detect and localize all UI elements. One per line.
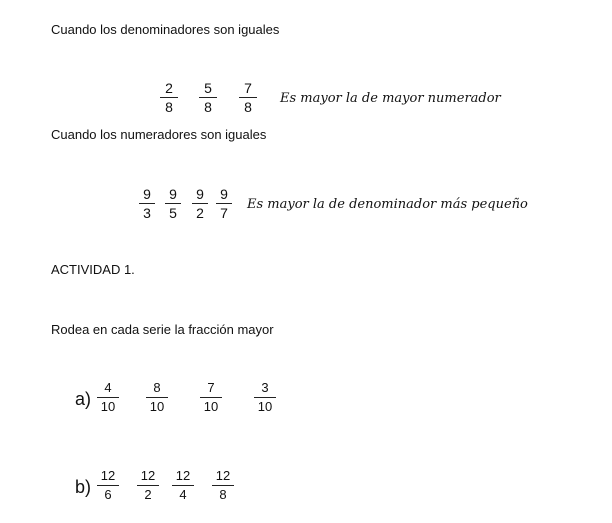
fraction [165,186,181,221]
activity-title: ACTIVIDAD 1. [51,262,135,277]
numerator: 9 [143,186,151,202]
section1-heading: Cuando los denominadores son iguales [51,22,280,37]
fraction-bar [97,485,119,486]
fraction [160,80,178,115]
fraction-bar [172,485,194,486]
series-b-label: b) [75,477,92,497]
denominator: 8 [165,99,173,115]
denominator: 6 [104,487,112,502]
numerator: 9 [196,186,204,202]
fraction-bar [146,397,168,398]
fraction[interactable] [172,468,194,503]
denominator: 10 [149,399,165,414]
fraction-bar [137,485,159,486]
fraction[interactable] [254,380,276,415]
numerator: 7 [244,80,252,96]
fraction [139,186,155,221]
numerator: 8 [153,380,161,395]
numerator: 3 [261,380,269,395]
numerator: 9 [220,186,228,202]
activity-instruction: Rodea en cada serie la fracción mayor [51,322,274,337]
denominator: 5 [169,205,177,221]
numerator: 12 [175,468,191,483]
fraction[interactable] [97,468,119,503]
fraction-bar [199,97,217,98]
numerator: 4 [104,380,112,395]
fraction [239,80,257,115]
series-a-label: a) [75,389,92,409]
numerator: 5 [204,80,212,96]
fraction [199,80,217,115]
fraction[interactable] [137,468,159,503]
fraction-bar [192,203,208,204]
fraction [216,186,232,221]
denominator: 4 [179,487,187,502]
fraction-bar [139,203,155,204]
fraction-bar [97,397,119,398]
denominator: 7 [220,205,228,221]
fraction[interactable] [200,380,222,415]
denominator: 8 [204,99,212,115]
denominator: 8 [219,487,227,502]
fraction[interactable] [212,468,234,503]
fraction-bar [200,397,222,398]
fraction[interactable] [146,380,168,415]
fraction-bar [160,97,178,98]
numerator: 12 [215,468,231,483]
numerator: 7 [207,380,215,395]
fraction-bar [239,97,257,98]
numerator: 9 [169,186,177,202]
denominator: 2 [196,205,204,221]
fraction [192,186,208,221]
denominator: 10 [203,399,219,414]
fraction-bar [212,485,234,486]
denominator: 10 [257,399,273,414]
section1-note: Es mayor la de mayor numerador [280,91,501,106]
section2-note: Es mayor la de denominador más pequeño [247,197,528,212]
numerator: 12 [100,468,116,483]
denominator: 3 [143,205,151,221]
fraction-bar [165,203,181,204]
fraction-bar [254,397,276,398]
denominator: 2 [144,487,152,502]
fraction-bar [216,203,232,204]
numerator: 2 [165,80,173,96]
denominator: 10 [100,399,116,414]
section2-heading: Cuando los numeradores son iguales [51,127,267,142]
denominator: 8 [244,99,252,115]
numerator: 12 [140,468,156,483]
fraction[interactable] [97,380,119,415]
